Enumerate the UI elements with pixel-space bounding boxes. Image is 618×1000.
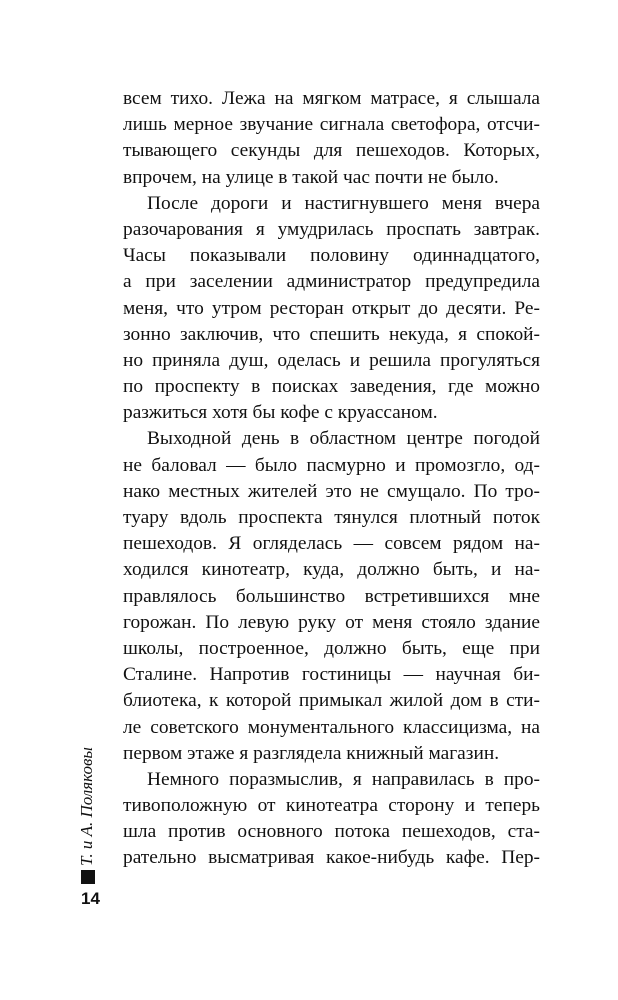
text-line: а при заселении администратор предупредила — [123, 271, 540, 293]
text-line: Выходной день в областном центре погодой — [147, 428, 540, 450]
text-line: меня, что утром ресторан открыт до десяти. Ре- — [123, 297, 540, 319]
text-line: блиотека, к которой примыкал жилой дом в сти- — [123, 690, 540, 712]
text-line: нако местных жителей это не смущало. По тро- — [123, 480, 540, 502]
text-line: всем тихо. Лежа на мягком матрасе, я слышала — [123, 88, 540, 109]
text-line: шла против основного потока пешеходов, ста- — [123, 821, 540, 843]
text-line: зонно заключив, что спешить некуда, я спокой- — [123, 323, 540, 345]
text-line: горожан. По левую руку от меня стояло здание — [123, 611, 540, 633]
text-line: Часы показывали половину одиннадцатого, — [123, 245, 540, 267]
page-number: 14 — [81, 889, 100, 908]
text-line: Немного поразмыслив, я направилась в про- — [147, 768, 540, 790]
body-text — [123, 86, 540, 872]
text-line: пешеходов. Я огляделась — совсем рядом на- — [123, 533, 540, 555]
text-line: впрочем, на улице в такой час почти не было. — [123, 166, 499, 188]
text-line: не баловал — было пасмурно и промозгло, од- — [123, 454, 540, 476]
text-line: туару вдоль проспекта тянулся плотный поток — [123, 507, 540, 528]
text-line: разочарования я умудрилась проспать завтрак. — [123, 218, 540, 240]
text-line: тивоположную от кинотеатра сторону и теперь — [123, 795, 540, 817]
text-line: тывающего секунды для пешеходов. Которых, — [123, 140, 540, 162]
text-line: рательно высматривая какое-нибудь кафе. Пер- — [123, 847, 540, 869]
text-line: первом этаже я разглядела книжный магазин. — [123, 742, 500, 764]
text-line: ходился кинотеатр, куда, должно быть, и на- — [123, 559, 540, 581]
text-line: Сталине. Напротив гостиницы — научная би- — [123, 664, 540, 686]
running-head-authors: Т. и А. Поляковы — [77, 747, 96, 866]
text-line: ле советского монументального классицизма, на — [123, 716, 540, 738]
text-line: разжиться хотя бы кофе с круассаном. — [123, 402, 438, 424]
text-line: После дороги и настигнувшего меня вчера — [147, 192, 540, 214]
text-line: но приняла душ, оделась и решила прогуляться — [123, 349, 540, 371]
text-line: школы, построенное, должно быть, еще при — [123, 637, 540, 659]
black-square-marker — [81, 870, 95, 884]
text-line: по проспекту в поисках заведения, где можно — [123, 376, 540, 398]
text-line: лишь мерное звучание сигнала светофора, отсчи- — [123, 114, 540, 136]
text-line: правлялось большинство встретившихся мне — [123, 585, 540, 607]
